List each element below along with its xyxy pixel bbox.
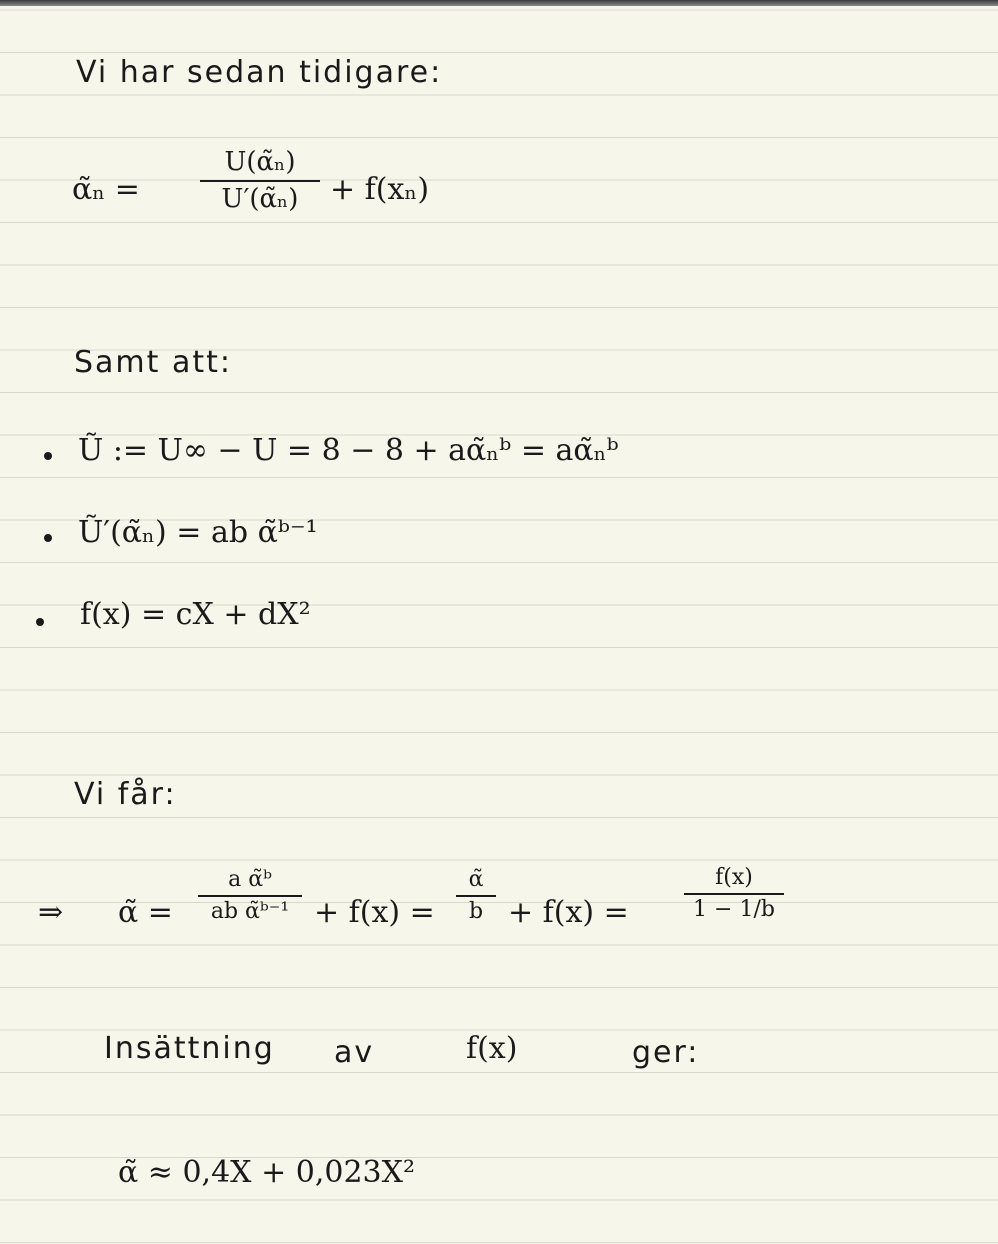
text-ger: ger: bbox=[632, 1035, 700, 1070]
bullet-2: Ũ′(α̃ₙ) = ab α̃ᵇ⁻¹ bbox=[78, 515, 318, 550]
eq1-numerator: U(α̃ₙ) bbox=[224, 147, 296, 177]
text-fx: f(x) bbox=[466, 1031, 518, 1066]
fraction-bar bbox=[456, 895, 496, 897]
bullet-3: f(x) = cX + dX² bbox=[80, 597, 311, 632]
eq2-frac3-denominator: 1 − 1/b bbox=[693, 897, 775, 923]
eq2-fraction-2 bbox=[456, 868, 496, 924]
fraction-bar bbox=[198, 895, 302, 897]
bullet-dot bbox=[44, 452, 52, 460]
eq1-rest: + f(xₙ) bbox=[330, 172, 430, 207]
eq1-lhs: α̃ₙ = bbox=[72, 172, 140, 207]
bullet-1: Ũ := U∞ − U = 8 − 8 + aα̃ₙᵇ = aα̃ₙᵇ bbox=[78, 433, 619, 468]
text-insattning: Insättning bbox=[104, 1031, 275, 1066]
text-vi-far: Vi får: bbox=[74, 777, 177, 812]
eq2-mid-2: + f(x) = bbox=[508, 895, 629, 930]
eq2-frac1-denominator: ab α̃ᵇ⁻¹ bbox=[210, 899, 290, 925]
eq2-frac2-denominator: b bbox=[468, 899, 484, 925]
eq2-frac1-numerator: a α̃ᵇ bbox=[228, 867, 272, 892]
fraction-bar bbox=[684, 893, 784, 895]
eq2-frac2-numerator: α̃ bbox=[468, 867, 484, 892]
eq2-lhs: α̃ = bbox=[118, 895, 173, 930]
text-av: av bbox=[334, 1035, 375, 1070]
eq2-frac3-numerator: f(x) bbox=[715, 865, 753, 890]
eq2-fraction-3 bbox=[684, 866, 784, 922]
bullet-dot bbox=[36, 618, 44, 626]
result-equation: α̃ ≈ 0,4X + 0,023X² bbox=[118, 1155, 416, 1190]
text-intro: Vi har sedan tidigare: bbox=[76, 55, 443, 90]
implies-arrow: ⇒ bbox=[38, 895, 64, 930]
bullet-dot bbox=[44, 534, 52, 542]
eq2-mid-1: + f(x) = bbox=[314, 895, 435, 930]
eq2-fraction-1 bbox=[198, 868, 302, 924]
eq1-denominator: U′(α̃ₙ) bbox=[221, 183, 299, 214]
fraction-bar bbox=[200, 180, 320, 182]
eq1-fraction bbox=[200, 148, 320, 213]
text-samt-att: Samt att: bbox=[74, 345, 232, 380]
